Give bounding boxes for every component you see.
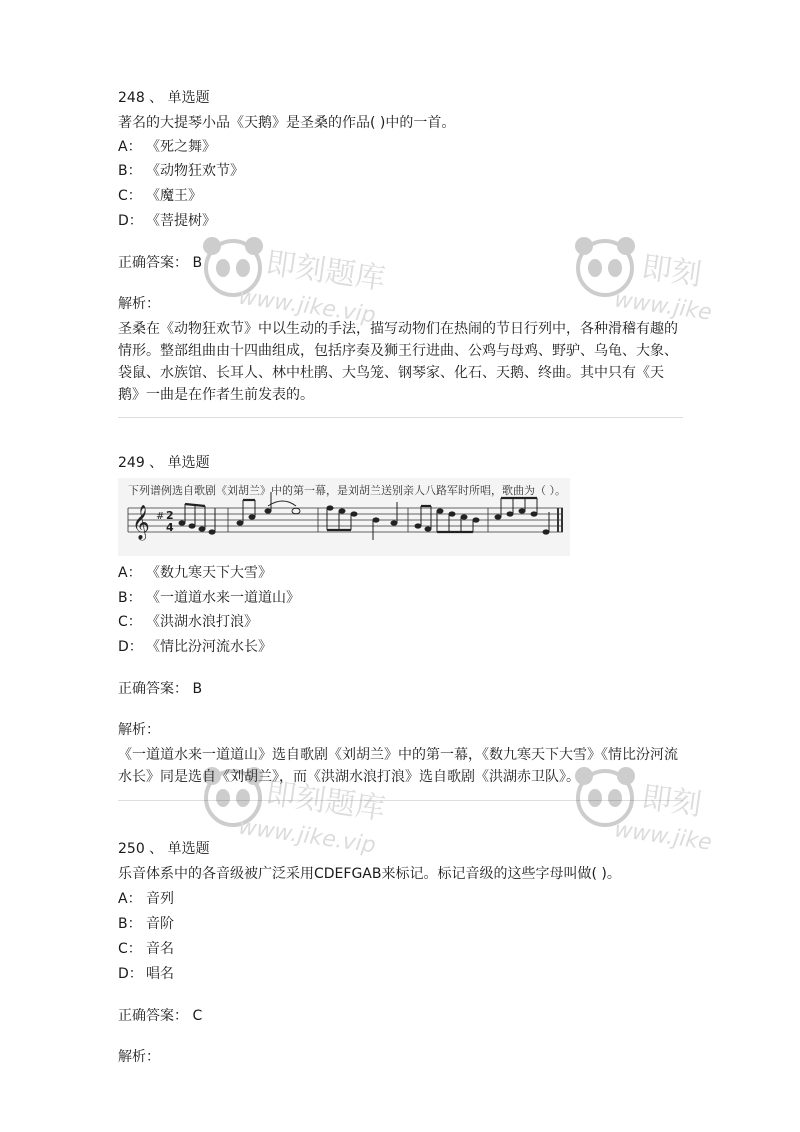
option-letter: D： [118,966,143,982]
option-letter: C： [118,614,142,630]
panda-logo-icon [198,232,268,302]
option-text: 《一道道水来一道道山》 [146,590,300,606]
option-letter: A： [118,891,142,907]
watermark-url: www.jike.vip [236,284,378,329]
option-a [118,137,216,157]
question-249-header: 249 、 单选题 [118,455,210,471]
question-248-header: 248 、 单选题 [118,90,210,106]
question-250-header: 250 、 单选题 [118,841,210,857]
option-text: 《死之舞》 [146,139,216,155]
correct-answer: 正确答案： C [118,1008,203,1024]
option-text: 《菩提树》 [146,213,216,229]
option-letter: A： [118,565,142,581]
analysis-label: 解析： [118,296,160,312]
watermark [570,232,800,326]
question-248-stem: 著名的大提琴小品《天鹅》是圣桑的作品( )中的一首。 [118,115,456,131]
correct-answer: 正确答案： B [118,681,203,697]
analysis-label: 解析： [118,1049,160,1065]
option-b [118,588,300,608]
option-letter: D： [118,213,143,229]
svg-text:#: # [156,511,165,522]
analysis-text: 圣桑在《动物狂欢节》中以生动的手法，描写动物们在热闹的节日行列中，各种滑稽有趣的情形。整部组曲由十四曲组成，包括序奏及狮王行进曲、公鸡与母鸡、野驴、乌龟、大象、袋鼠、水族馆、长耳人、林中杜鹃、大鸟笼、钢琴家、化石、天鹅、终曲。其中只有《天鹅》一曲是在作者生前发表的。 [118,321,678,403]
option-d [118,637,272,657]
watermark-url: www.jike [612,287,714,326]
option-text: 《魔王》 [146,188,202,204]
option-b [118,914,174,934]
option-letter: A： [118,139,142,155]
question-divider [118,417,683,418]
option-c [118,612,258,632]
music-score-image [118,478,570,556]
analysis-text: 《一道道水来一道道山》选自歌剧《刘胡兰》中的第一幕，《数九寒天下大雪》《情比汾河流水长》同是选自《刘胡兰》，而《洪湖水浪打浪》选自歌剧《洪湖赤卫队》。 [118,747,678,785]
option-b [118,161,244,181]
option-text: 音名 [146,941,174,957]
question-250-stem: 乐音体系中的各音级被广泛采用CDEFGAB来标记。标记音级的这些字母叫做( )。 [118,866,621,882]
watermark [198,232,428,329]
option-letter: B： [118,163,142,179]
option-text: 音阶 [146,916,174,932]
option-text: 音列 [146,891,174,907]
score-caption: 下列谱例选自歌剧《刘胡兰》中的第一幕，是刘胡兰送别亲人八路军时所唱，歌曲为（ ）。 [128,484,566,497]
watermark-url: www.jike [612,817,714,856]
option-letter: C： [118,188,142,204]
option-text: 唱名 [146,966,174,982]
watermark-url: www.jike.vip [236,814,378,859]
svg-text:2: 2 [166,509,174,522]
option-text: 《数九寒天下大雪》 [146,565,272,581]
option-c [118,186,202,206]
svg-text:𝄞: 𝄞 [132,505,150,540]
panda-logo-icon [570,232,640,302]
option-letter: D： [118,639,143,655]
option-letter: B： [118,916,142,932]
option-c [118,939,174,959]
option-a [118,563,272,583]
option-d [118,964,174,984]
option-text: 《洪湖水浪打浪》 [146,614,258,630]
option-a [118,889,174,909]
watermark-brand: 即刻题库 [263,775,388,828]
question-divider [118,800,683,801]
option-text: 《动物狂欢节》 [146,163,244,179]
option-text: 《情比汾河流水长》 [146,639,272,655]
correct-answer: 正确答案： B [118,255,203,271]
music-staff-figure [118,478,570,556]
watermark-brand: 即刻 [639,779,704,823]
analysis-label: 解析： [118,722,160,738]
watermark-brand: 即刻题库 [263,245,388,298]
option-letter: C： [118,941,142,957]
watermark-brand: 即刻 [639,249,704,293]
option-letter: B： [118,590,142,606]
option-d [118,211,216,231]
svg-text:4: 4 [166,521,174,534]
